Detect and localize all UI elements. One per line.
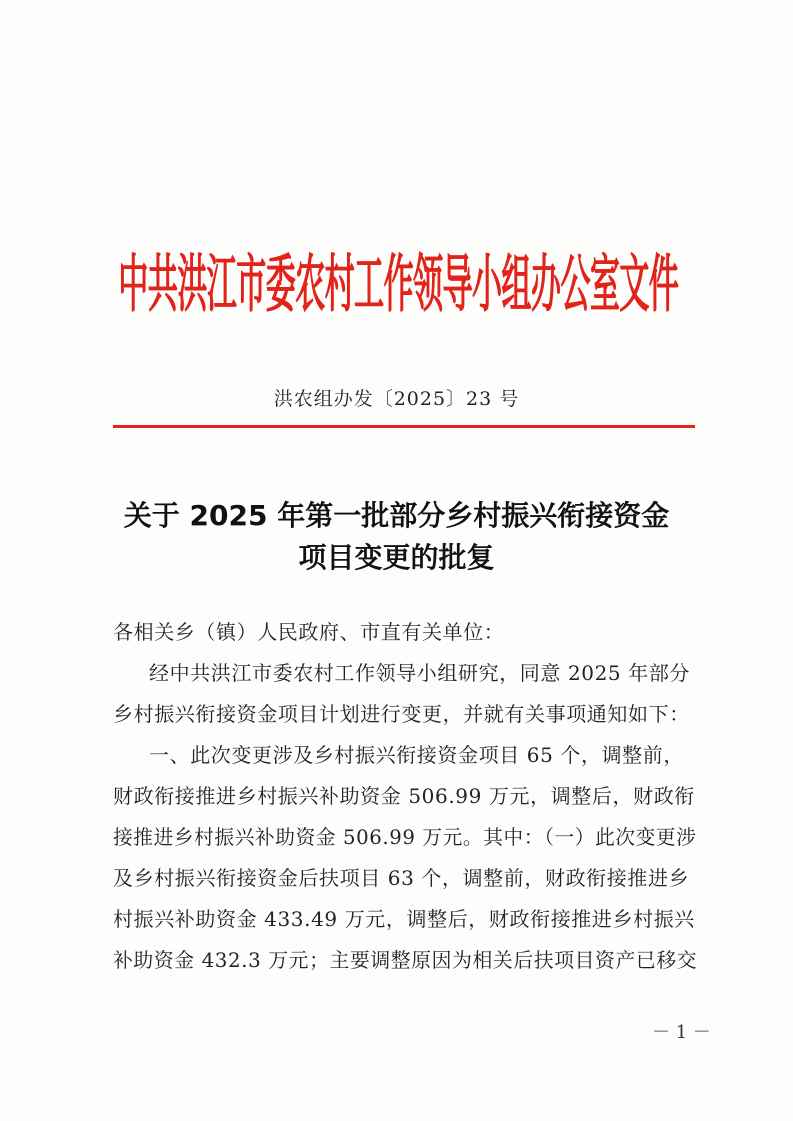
document-title-line-1: 关于 2025 年第一批部分乡村振兴衔接资金 [123,499,670,532]
salutation: 各相关乡（镇）人民政府、市直有关单位： [113,620,505,644]
body-line: 经中共洪江市委农村工作领导小组研究，同意 2025 年部分 [149,661,691,685]
document-number: 洪农组办发〔2025〕23 号 [273,388,520,410]
red-divider-line [113,425,695,428]
body-line: 及乡村振兴衔接资金后扶项目 63 个，调整前，财政衔接推进乡 [113,866,690,890]
body-line: 财政衔接推进乡村振兴补助资金 506.99 万元，调整后，财政衔 [113,784,695,808]
body-line: 补助资金 432.3 万元；主要调整原因为相关后扶项目资产已移交 [113,948,698,972]
body-line: 接推进乡村振兴补助资金 506.99 万元。其中：（一）此次变更涉 [113,825,697,849]
page-number: － 1 － [652,1022,711,1043]
body-line: 乡村振兴衔接资金项目计划进行变更，并就有关事项通知如下： [113,702,690,726]
org-header-title: 中共洪江市委农村工作领导小组办公室文件 [118,249,679,322]
body-line: 一、此次变更涉及乡村振兴衔接资金项目 65 个，调整前， [149,743,684,767]
body-line: 村振兴补助资金 433.49 万元，调整后，财政衔接推进乡村振兴 [113,907,695,931]
document-title-line-2: 项目变更的批复 [298,541,495,574]
